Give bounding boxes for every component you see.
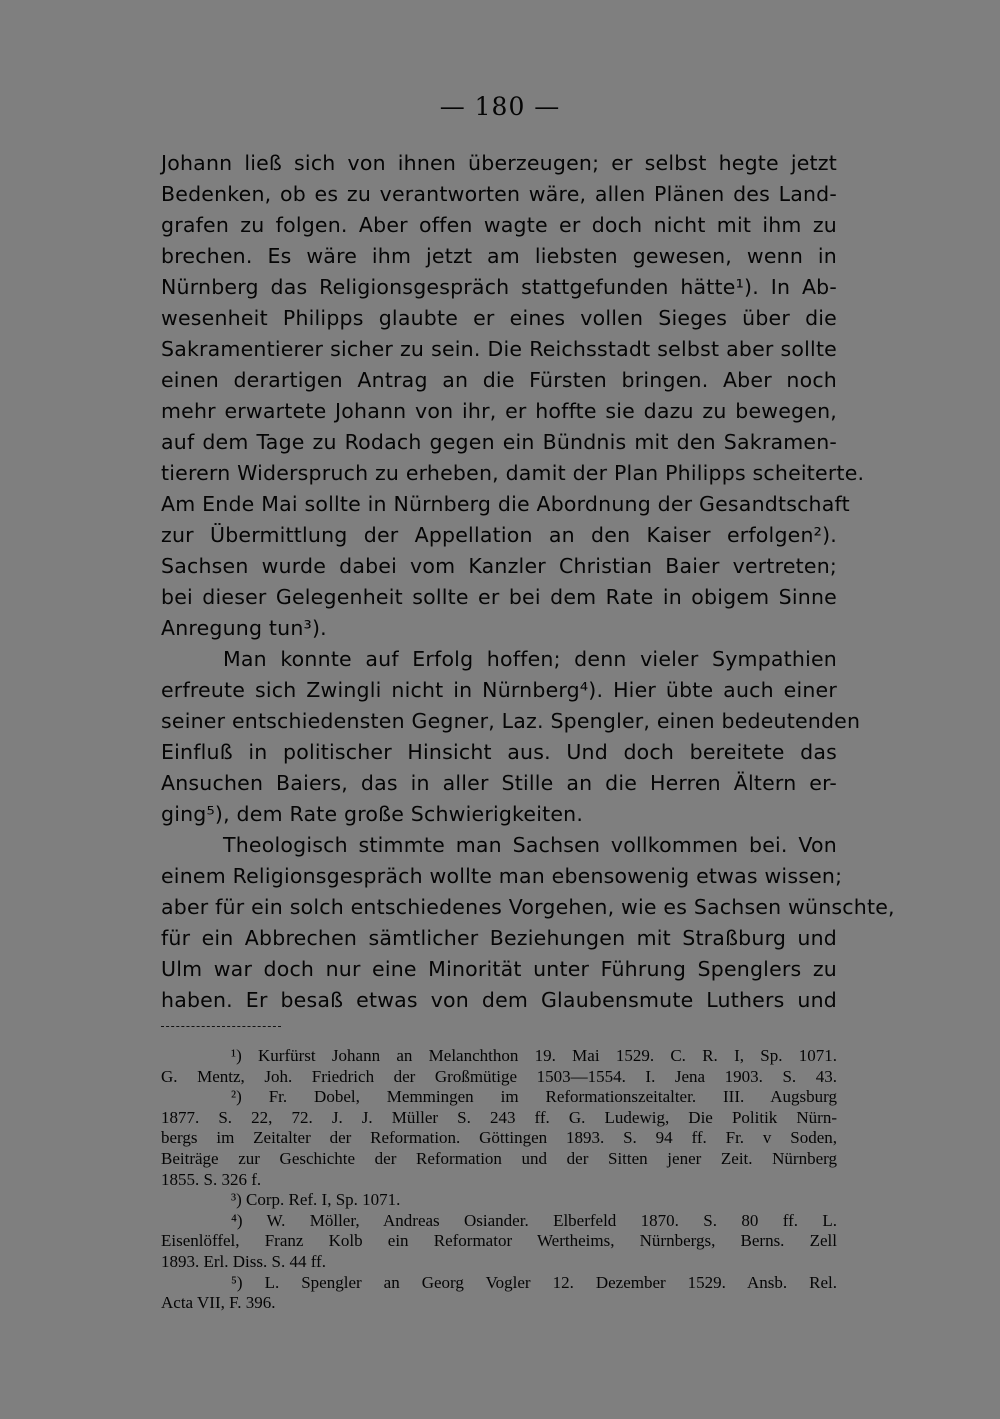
text-line: einen derartigen Antrag an die Fürsten bringen. Aber noch [161,368,837,392]
footnote-line: Eisenlöffel, Franz Kolb ein Reformator Wertheims, Nürnbergs, Berns. Zell [161,1231,837,1251]
text-line: tierern Widerspruch zu erheben, damit der Plan Philipps scheiterte. [161,461,865,485]
text-line: Man konnte auf Erfolg hoffen; denn vieler Sympathien [223,647,837,671]
footnote-line: 1877. S. 22, 72. J. J. Müller S. 243 ff. G. Ludewig, Die Politik Nürn- [161,1107,837,1127]
footnote-line: G. Mentz, Joh. Friedrich der Großmütige 1503—1554. I. Jena 1903. S. 43. [161,1066,837,1086]
text-line: Ansuchen Baiers, das in aller Stille an die Herren Ältern er- [161,771,837,795]
text-line: seiner entschiedensten Gegner, Laz. Spengler, einen bedeutenden [161,709,861,733]
footnote-line: ³) Corp. Ref. I, Sp. 1071. [231,1190,401,1210]
text-line: grafen zu folgen. Aber offen wagte er doch nicht mit ihm zu [161,213,837,237]
page-number: — 180 — [439,92,561,121]
text-line: Ulm war doch nur eine Minorität unter Führung Spenglers zu [161,957,837,981]
text-line: Bedenken, ob es zu verantworten wäre, allen Plänen des Land- [161,182,837,206]
text-line: ging⁵), dem Rate große Schwierigkeiten. [161,802,584,826]
text-line: Theologisch stimmte man Sachsen vollkommen bei. Von [223,833,837,857]
footnote-line: ⁵) L. Spengler an Georg Vogler 12. Dezember 1529. Ansb. Rel. [231,1272,837,1292]
text-line: Sakramentierer sicher zu sein. Die Reichsstadt selbst aber sollte [161,337,837,361]
footnote-line: ¹) Kurfürst Johann an Melanchthon 19. Mai 1529. C. R. I, Sp. 1071. [231,1046,837,1065]
text-line: Johann ließ sich von ihnen überzeugen; er selbst hegte jetzt [161,151,837,175]
text-line: erfreute sich Zwingli nicht in Nürnberg⁴). Hier übte auch einer [161,678,837,702]
footnote-line: ²) Fr. Dobel, Memmingen im Reformationszeitalter. III. Augsburg [231,1087,837,1107]
text-line: aber für ein solch entschiedenes Vorgehen, wie es Sachsen wünschte, [161,895,895,919]
text-line: Anregung tun³). [161,616,327,640]
footnote-line: Acta VII, F. 396. [161,1293,276,1313]
text-line: brechen. Es wäre ihm jetzt am liebsten gewesen, wenn in [161,244,837,268]
text-line: zur Übermittlung der Appellation an den Kaiser erfolgen²). [161,523,837,547]
text-line: wesenheit Philipps glaubte er eines vollen Sieges über die [161,306,837,330]
text-line: auf dem Tage zu Rodach gegen ein Bündnis mit den Sakramen- [161,430,837,454]
footnotes [161,1046,837,1314]
footnote-separator [161,1026,281,1027]
footnote-line: ⁴) W. Möller, Andreas Osiander. Elberfeld 1870. S. 80 ff. L. [231,1210,837,1230]
footnote-line: Beiträge zur Geschichte der Reformation und der Sitten jener Zeit. Nürnberg [161,1148,837,1168]
body-text [161,148,895,1016]
text-line: bei dieser Gelegenheit sollte er bei dem Rate in obigem Sinne [161,585,837,609]
text-line: Einfluß in politischer Hinsicht aus. Und doch bereitete das [161,740,837,764]
footnote-line: bergs im Zeitalter der Reformation. Göttingen 1893. S. 94 ff. Fr. v Soden, [161,1128,837,1148]
text-line: Sachsen wurde dabei vom Kanzler Christian Baier vertreten; [161,554,837,578]
text-line: für ein Abbrechen sämtlicher Beziehungen mit Straßburg und [161,926,837,950]
footnote-line: 1893. Erl. Diss. S. 44 ff. [161,1251,326,1271]
text-line: Nürnberg das Religionsgespräch stattgefunden hätte¹). In Ab- [161,275,837,299]
footnote-line: 1855. S. 326 f. [161,1169,262,1189]
text-line: haben. Er besaß etwas von dem Glaubensmute Luthers und [161,988,837,1012]
text-line: mehr erwartete Johann von ihr, er hoffte sie dazu zu bewegen, [161,399,837,423]
text-line: Am Ende Mai sollte in Nürnberg die Abordnung der Gesandtschaft [161,492,850,516]
text-line: einem Religionsgespräch wollte man ebensowenig etwas wissen; [161,864,843,888]
